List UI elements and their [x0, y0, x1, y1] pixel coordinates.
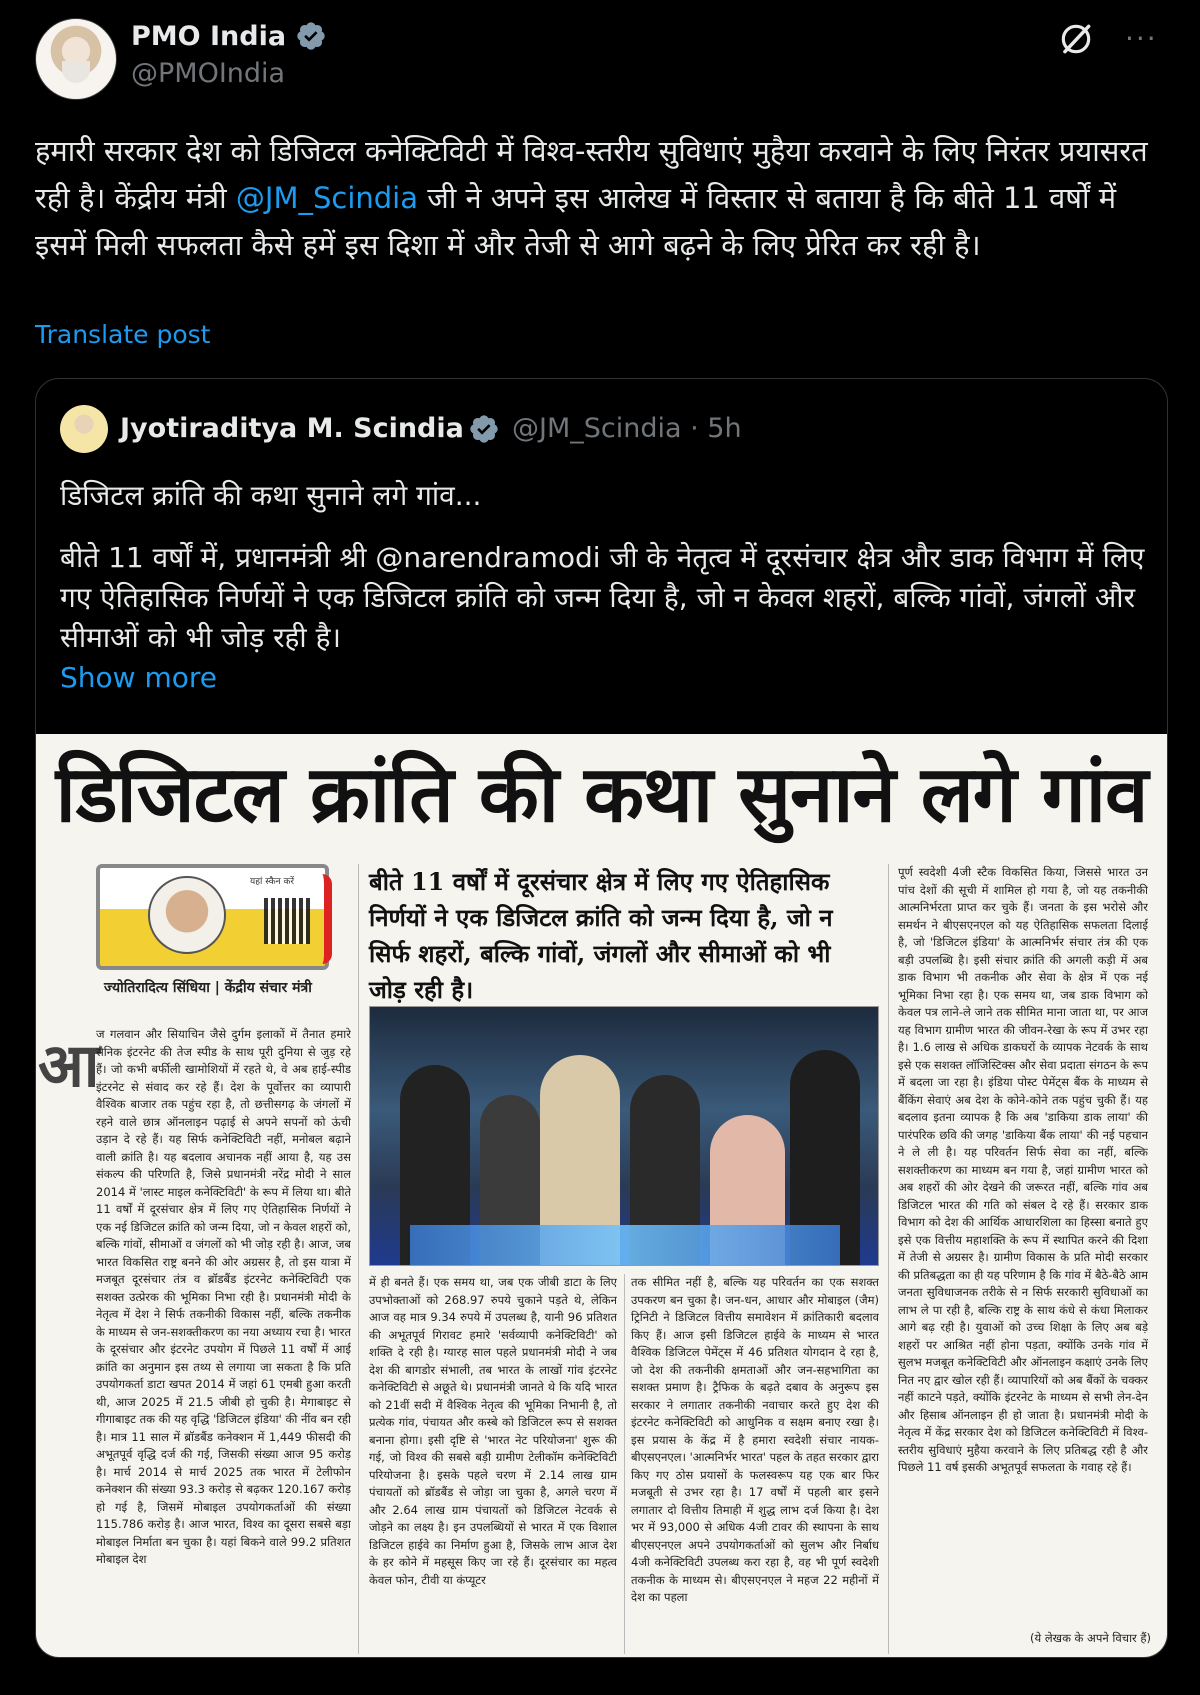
newspaper-clipping-image[interactable] — [36, 734, 1167, 1657]
post-text — [35, 128, 1175, 269]
quoted-post[interactable] — [35, 378, 1168, 1658]
post-text-part2: जी ने अपने इस आलेख में विस्तार से बताया है कि बीते 11 वर्षों में इसमें मिली सफलता कैसे हमें इस दिशा में और तेजी से आगे बढ़ने के लिए प्रेरित कर रही है। — [35, 181, 1117, 262]
post-text-part1: हमारी सरकार देश को डिजिटल कनेक्टिविटी में विश्व-स्तरीय सुविधाएं मुहैया करवाने के लिए निरंतर प्रयासरत रही है। केंद्रीय मंत्री — [35, 134, 1148, 215]
article-column-2: में ही बनते हैं। एक समय था, जब एक जीबी डाटा के लिए उपभोक्ताओं को 268.97 रुपये चुकाने पड़ते थे, लेकिन आज वह मात्र 9.34 रुपये में उपलब्ध है, यानी 96 प्रतिशत की अभूतपूर्व गिरावट हमारे 'सर्वव्यापी कनेक्टिविटी' को शक्ति दे रही है। ग्यारह साल पहले प्रधानमंत्री मोदी ने जब देश की बागडोर संभाली, तब भारत के लाखों गांव इंटरनेट कनेक्टिविटी से अछूते थे। प्रधानमंत्री जानते थे कि यदि भारत को 21वीं सदी में वैश्विक नेतृत्व की भूमिका निभानी है, तो प्रत्येक गांव, पंचायत और कस्बे को डिजिटल रूप से सशक्त बनाना होगा। इसी दृष्टि से 'भारत नेट परियोजना' शुरू की गई, जो विश्व की सबसे बड़ी ग्रामीण टेलीकॉम कनेक्टिविटी परियोजना है। इसके पहले चरण में 2.14 लाख ग्राम पंचायतों को ब्रॉडबैंड से जोड़ा जा चुका है, अगले चरण में और 2.64 लाख ग्राम पंचायतों को डिजिटल नेटवर्क से जोड़ने का लक्ष्य है। इन उपलब्धियों से भारत में एक विशाल डिजिटल हाईवे का निर्माण हुआ है, जिसके लाभ आज देश के हर कोने में महसूस किए जा रहे हैं। दूरसंचार का महत्व केवल फोन, टीवी या कंप्यूटर — [369, 1275, 617, 1587]
quoted-body-part1: बीते 11 वर्षों में, प्रधानमंत्री श्री — [60, 541, 376, 574]
author-name-block — [131, 20, 327, 89]
newspaper-deck: बीते 11 वर्षों में दूरसंचार क्षेत्र में लिए गए ऐतिहासिक निर्णयों ने एक डिजिटल क्रांति को जन्म दिया है, जो न सिर्फ शहरों, बल्कि गांवों, जंगलों और सीमाओं को भी जोड़ रही है। — [369, 867, 833, 1004]
verified-badge-icon — [468, 413, 500, 445]
article-column-1: ज गलवान और सियाचिन जैसे दुर्गम इलाकों में तैनात हमारे सैनिक इंटरनेट की तेज स्पीड के साथ पूरी दुनिया से जुड़ रहे हैं। जो कभी बर्फीली खामोशियों में रहते थे, वे अब हाई-स्पीड इंटरनेट से संवाद कर रहे हैं। देश के पूर्वोत्तर का व्यापारी वैश्विक बाजार तक पहुंच रहा है, तो छत्तीसगढ़ के जंगलों में रहने वाले छात्र ऑनलाइन पढ़ाई से अपने सपनों को ऊंची उड़ान दे रहे हैं। यह सिर्फ कनेक्टिविटी नहीं, मनोबल बढ़ाने वाली क्रांति है। यह बदलाव अचानक नहीं आया है, यह उस संकल्प की परिणति है, जिसे प्रधानमंत्री नरेंद्र मोदी ने साल 2014 में 'लास्ट माइल कनेक्टिविटी' के रूप में लिया था। बीते 11 वर्षों में दूरसंचार क्षेत्र में लिए गए ऐतिहासिक निर्णयों ने एक नई डिजिटल क्रांति को जन्म दिया, जो न केवल शहरों को, बल्कि गांवों, सीमाओं व जंगलों को भी जोड़ रही है। आज, जब भारत विकसित राष्ट्र बनने की ओर अग्रसर है, तो इस यात्रा में मजबूत दूरसंचार तंत्र व ब्रॉडबैंड इंटरनेट कनेक्टिविटी एक सशक्त उत्प्रेरक की भूमिका निभा रही है। प्रधानमंत्री मोदी के नेतृत्व में देश ने सिर्फ तकनीकी विकास नहीं, बल्कि तकनीक के माध्यम से जन-सशक्तीकरण का नया अध्याय रचा है। भारत के दूरसंचार और इंटरनेट उपयोग में पिछले 11 वर्षों में आई क्रांति का अनुमान इस तथ्य से लगाया जा सकता है कि प्रति उपयोगकर्ता डाटा खपत 2014 में जहां 61 एमबी हुआ करती थी, आज 2025 में 21.5 जीबी हो चुकी है। मेगाबाइट से गीगाबाइट तक की यह वृद्धि 'डिजिटल इंडिया' की नींव बन रही है। मात्र 11 साल में ब्रॉडबैंड कनेक्शन में 1,449 फीसदी की अभूतपूर्व वृद्धि दर्ज की गई, जिसकी संख्या आज 95 करोड़ है। मार्च 2014 से मार्च 2025 तक भारत में टेलीफोन कनेक्शन की संख्या 93.3 करोड़ से बढ़कर 120.167 करोड़ हो गई है, जिसमें मोबाइल उपयोगकर्ताओं की संख्या 115.786 करोड़ है। आज भारत, विश्व का दूसरा सबसे बड़ा मोबाइल निर्माता बन चुका है। यहां बिकने वाले 99.2 प्रतिशत मोबाइल देश — [96, 1027, 351, 1566]
quoted-post-title: डिजिटल क्रांति की कथा सुनाने लगे गांव... — [60, 479, 482, 512]
drop-cap: आ — [38, 1031, 100, 1101]
decorative-tab — [298, 874, 332, 964]
author-display-name[interactable]: PMO India — [131, 20, 287, 52]
more-icon[interactable]: ··· — [1125, 22, 1158, 55]
quoted-mention: @narendramodi — [375, 541, 601, 574]
quoted-author-name[interactable]: Jyotiraditya M. Scindia — [120, 413, 464, 444]
author-avatar[interactable] — [35, 18, 117, 100]
author-photo — [148, 876, 226, 954]
quoted-author-avatar[interactable] — [60, 405, 108, 453]
qr-label: यहां स्कैन करें — [250, 877, 295, 887]
newspaper-photo — [369, 1006, 879, 1266]
author-note: (ये लेखक के अपने विचार हैं) — [1030, 1631, 1151, 1645]
show-more-link[interactable]: Show more — [60, 661, 217, 694]
mention-link[interactable]: @JM_Scindia — [235, 181, 419, 215]
byline-box — [96, 864, 329, 970]
translate-post-link[interactable]: Translate post — [35, 320, 211, 349]
article-column-3: तक सीमित नहीं है, बल्कि यह परिवर्तन का एक सशक्त उपकरण बन चुका है। जन-धन, आधार और मोबाइल (जैम) ट्रिनिटी ने डिजिटल वित्तीय समावेशन में क्रांतिकारी बदलाव किए हैं। आज इसी डिजिटल हाईवे के माध्यम से भारत वैश्विक डिजिटल पेमेंट्स में 46 प्रतिशत योगदान दे रहा है, जो देश की तकनीकी क्षमताओं और जन-सहभागिता का सशक्त प्रमाण है। ट्रैफिक के बढ़ते दबाव के अनुरूप इस सरकार ने लगातार तकनीकी नवाचार करते हुए देश की इंटरनेट कनेक्टिविटी को आधुनिक व सक्षम बनाए रखा है। इस प्रयास के केंद्र में है हमारा स्वदेशी संचार नायक-बीएसएनएल। 'आत्मनिर्भर भारत' पहल के तहत सरकार द्वारा किए गए ठोस प्रयासों के फलस्वरूप यह एक बार फिर मजबूती से उभर रहा है। 17 वर्षों में पहली बार इसने लगातार दो वित्तीय तिमाही में शुद्ध लाभ दर्ज किया है। देश भर में 93,000 से अधिक 4जी टावर की स्थापना के साथ बीएसएनएल अपने उपयोगकर्ताओं को सुलभ और निर्बाध 4जी कनेक्टिविटी उपलब्ध करा रहा है, वह भी पूर्ण स्वदेशी तकनीक के माध्यम से। बीएसएनएल ने महज 22 महीनों में देश का पहला — [631, 1275, 879, 1604]
verified-badge-icon — [295, 20, 327, 52]
newspaper-headline: डिजिटल क्रांति की कथा सुनाने लगे गांव — [55, 749, 1148, 840]
grok-icon[interactable] — [1057, 20, 1095, 58]
author-handle[interactable]: @PMOIndia — [131, 58, 286, 89]
byline: ज्योतिरादित्य सिंधिया | केंद्रीय संचार मंत्री — [104, 980, 312, 996]
quoted-post-body — [60, 538, 1145, 658]
article-column-4: पूर्ण स्वदेशी 4जी स्टैक विकसित किया, जिससे भारत उन पांच देशों की सूची में शामिल हो गया है, जो यह तकनीकी आत्मनिर्भरता प्राप्त कर चुके हैं। जनता के इस भरोसे और समर्थन ने बीएसएनएल को यह ऐतिहासिक सफलता दिलाई है, जो 'डिजिटल इंडिया' के आत्मनिर्भर संचार तंत्र की एक बड़ी उपलब्धि है। इसी संचार क्रांति की अगली कड़ी में अब डाक विभाग भी तकनीक और सेवा के क्षेत्र में एक नई भूमिका निभा रहा है। एक समय था, जब डाक विभाग को केवल पत्र लाने-ले जाने तक सीमित माना जाता था, पर आज यह विभाग ग्रामीण भारत की जीवन-रेखा के रूप में उभर रहा है। 1.6 लाख से अधिक डाकघरों के व्यापक नेटवर्क के साथ इसे एक सशक्त लॉजिस्टिक्स और सेवा प्रदाता संगठन के रूप में बदला जा रहा है। इंडिया पोस्ट पेमेंट्स बैंक के माध्यम से बैंकिंग सेवाएं अब देश के कोने-कोने तक पहुंच चुकी हैं। यह बदलाव इतना व्यापक है कि अब 'डाकिया डाक लाया' की पारंपरिक छवि की जगह 'डाकिया बैंक लाया' की नई पहचान ने ले ली है। यह परिवर्तन सिर्फ सेवा का नहीं, बल्कि सशक्तीकरण का माध्यम बन गया है, जहां ग्रामीण भारत को अब शहरों की ओर देखने की जरूरत नहीं, बल्कि गांव अब डिजिटल भारत की गति को संबल दे रहे हैं। सरकार डाक विभाग को देश की आर्थिक आधारशिला का हिस्सा बनाते हुए इसे एक वित्तीय महाशक्ति के रूप में स्थापित करने की दिशा में तेजी से अग्रसर है। ग्रामीण विकास के प्रति मोदी सरकार की प्रतिबद्धता का ही यह परिणाम है कि गांव में बैठे-बैठे आम जनता सुविधाजनक तरीके से न सिर्फ सरकारी सुविधाओं का लाभ ले पा रही है, बल्कि राष्ट्र के साथ कंधे से कंधा मिलाकर आगे बढ़ रही है। युवाओं को उच्च शिक्षा के लिए अब बड़े शहरों पर आश्रित नहीं होना पड़ता, क्योंकि उनके गांव में सुलभ मजबूत कनेक्टिविटी और ऑनलाइन कक्षाएं उनके लिए नित नए द्वार खोल रही हैं। व्यापारियों को अब बैंकों के चक्कर नहीं काटने पड़ते, क्योंकि इंटरनेट के माध्यम से सभी लेन-देन और हिसाब ऑनलाइन ही हो जाता है। प्रधानमंत्री मोदी के नेतृत्व में केंद्र सरकार देश को डिजिटल कनेक्टिविटी में विश्व-स्तरीय सुविधाएं मुहैया करवाने के लिए प्रतिबद्ध रही है और पिछले 11 वर्ष इसकी अभूतपूर्व सफलता के गवाह रहे हैं। — [898, 865, 1148, 1474]
post-header — [35, 18, 1165, 98]
quoted-body-part2: जी के नेतृत्व में दूरसंचार क्षेत्र और डाक विभाग में लिए गए ऐतिहासिक निर्णयों ने एक डिजिटल क्रांति को जन्म दिया है, जो न केवल शहरों, बल्कि गांवों, जंगलों और सीमाओं को भी जोड़ रही है। — [60, 541, 1145, 654]
quoted-author-handle-time[interactable]: @JM_Scindia · 5h — [512, 413, 742, 444]
